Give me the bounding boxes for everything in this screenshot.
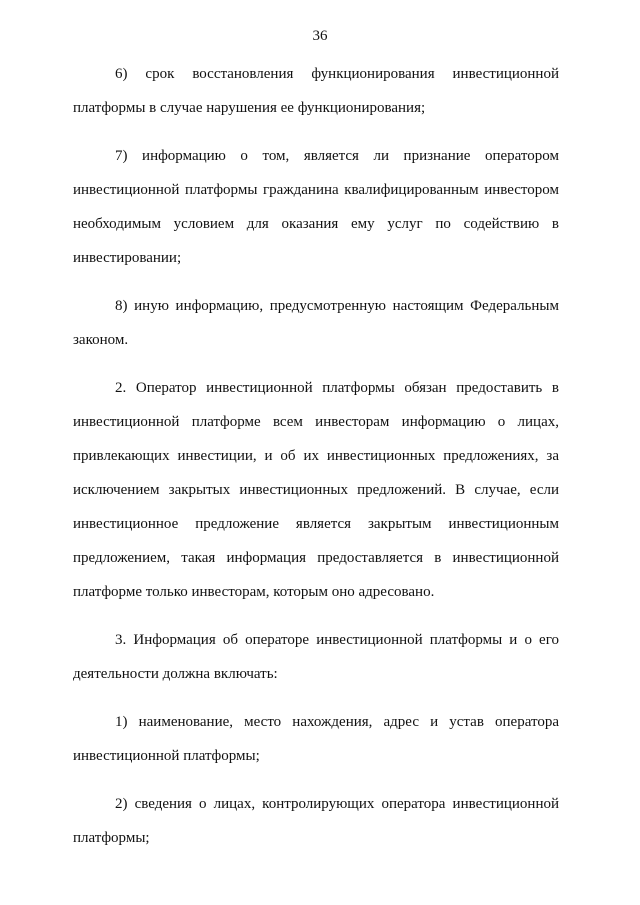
text-line: необходимым условием для оказания ему услуг по содействию в xyxy=(73,216,559,232)
paragraph xyxy=(73,712,559,766)
text-line: 1) наименование, место нахождения, адрес и устав оператора xyxy=(115,714,559,730)
text-line: платформы в случае нарушения ее функционирования; xyxy=(73,100,426,116)
page-number: 36 xyxy=(312,28,328,44)
text-line: 3. Информация об операторе инвестиционной платформы и о его xyxy=(115,632,559,648)
text-line: исключением закрытых инвестиционных предложений. В случае, если xyxy=(73,482,559,498)
text-line: инвестиционной платформы; xyxy=(73,748,260,764)
text-line: инвестиционное предложение является закрытым инвестиционным xyxy=(73,516,559,532)
paragraph xyxy=(73,64,559,118)
paragraph xyxy=(73,296,559,350)
paragraph xyxy=(73,146,559,268)
text-line: платформе только инвесторам, которым оно адресовано. xyxy=(73,584,435,600)
paragraph xyxy=(73,378,559,602)
text-line: деятельности должна включать: xyxy=(73,666,278,682)
text-line: предложением, такая информация предоставляется в инвестиционной xyxy=(73,550,559,566)
page-body xyxy=(73,64,559,848)
paragraph xyxy=(73,794,559,848)
text-line: инвестировании; xyxy=(73,250,182,266)
text-line: 8) иную информацию, предусмотренную настоящим Федеральным xyxy=(115,298,559,314)
text-line: 7) информацию о том, является ли признание оператором xyxy=(115,148,559,164)
paragraph xyxy=(73,630,559,684)
text-line: инвестиционной платформе всем инвесторам информацию о лицах, xyxy=(73,414,559,430)
text-line: 6) срок восстановления функционирования инвестиционной xyxy=(115,66,559,82)
text-line: привлекающих инвестиции, и об их инвестиционных предложениях, за xyxy=(73,448,559,464)
text-line: законом. xyxy=(73,332,129,348)
text-line: платформы; xyxy=(73,830,150,846)
text-line: инвестиционной платформы гражданина квалифицированным инвестором xyxy=(73,182,559,198)
text-line: 2. Оператор инвестиционной платформы обязан предоставить в xyxy=(115,380,559,396)
text-line: 2) сведения о лицах, контролирующих оператора инвестиционной xyxy=(115,796,559,812)
